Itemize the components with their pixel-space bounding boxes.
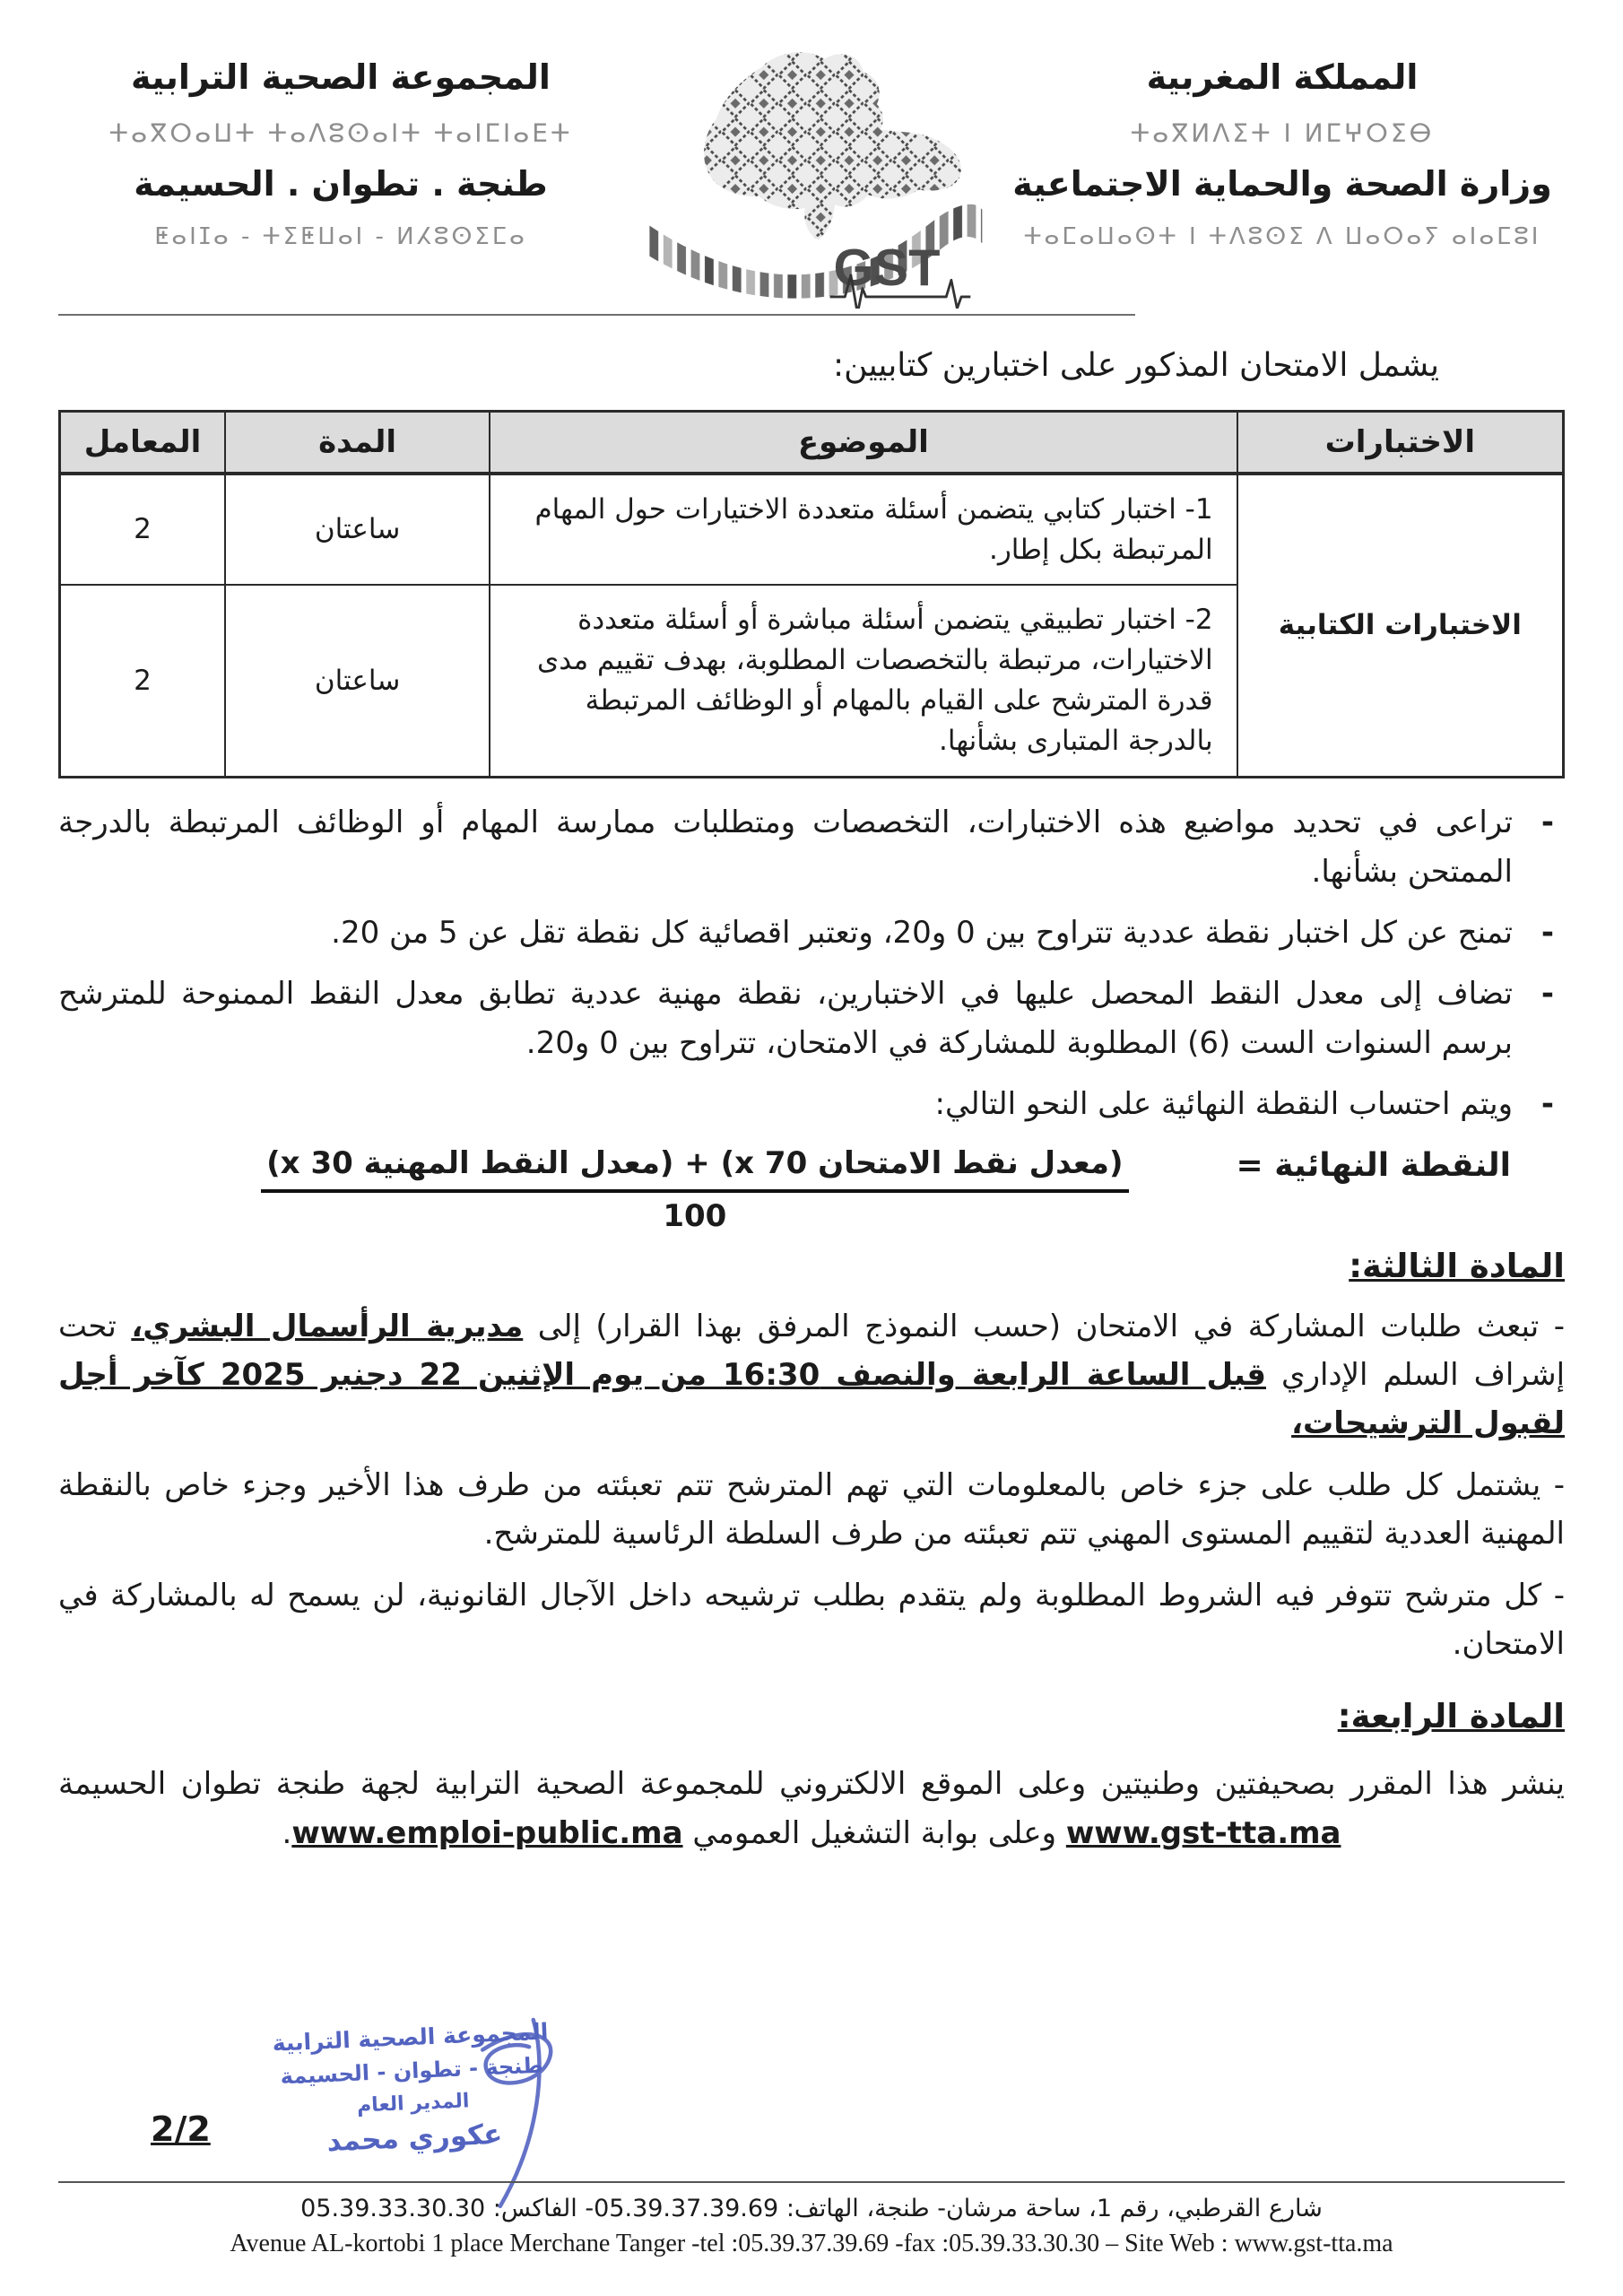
article-3-title: المادة الثالثة: [1349, 1246, 1565, 1285]
table-row [60, 474, 1564, 586]
table-header-row [60, 411, 1564, 474]
text-run: . [282, 1814, 292, 1851]
article-3-paragraph-3: - كل مترشح تتوفر فيه الشروط المطلوبة ولم يتقدم بطلب ترشيحه داخل الآجال القانونية، لن يسمح له بالمشاركة في الامتحان. [58, 1577, 1565, 1662]
text-run: - تبعث طلبات المشاركة في الامتحان (حسب النموذج المرفق بهذا القرار) إلى [523, 1308, 1565, 1344]
formula-numerator: (معدل نقط الامتحان 70 x) + (معدل النقط المهنية 30 x) [261, 1142, 1128, 1193]
tests-category-cell: الاختبارات الكتابية [1237, 474, 1564, 778]
text-run: قبل الساعة الرابعة والنصف 16:30 من يوم الإثنين 22 دجنبر 2025 كآخر أجل لقبول الترشيحات، [58, 1357, 1565, 1442]
col-header-coefficient: المعامل [60, 411, 225, 474]
stamp-org-line: المجموعة الصحية الترابية [272, 2018, 549, 2057]
stamp-cities-line: طنجة - تطوان - الحسيمة [280, 2052, 544, 2089]
col-header-subject: الموضوع [490, 411, 1237, 474]
list-item: - تراعى في تحديد مواضيع هذه الاختبارات، التخصصات ومتطلبات ممارسة المهام أو الوظائف المرتبطة بالدرجة الممتحن بشأنها. [58, 798, 1565, 896]
gst-wordmark: GST [833, 239, 941, 297]
ministry-title: وزارة الصحة والحماية الاجتماعية [1012, 164, 1552, 204]
exams-table [58, 410, 1565, 779]
article-3-paragraph-2: - يشتمل كل طلب على جزء خاص بالمعلومات التي تهم المترشح تتم تعبئته من طرف هذا الأخير وجزء خاص بالنقطة المهنية العددية لتقييم المستوى المهني تتم تعبئته من طرف السلطة الرئاسية للمترشح. [58, 1466, 1565, 1552]
duration-cell-2: ساعتان [225, 585, 490, 777]
footer-address-arabic: شارع القرطبي، رقم 1، ساحة مرشان- طنجة، الهاتف: 05.39.37.39.69- الفاكس: 05.39.33.30.30 [300, 2195, 1323, 2222]
formula-denominator: 100 [663, 1197, 727, 1234]
org-title-tifinagh: ⵜⴰⴳⵔⴰⵡⵜ ⵜⴰⴷⵓⵙⴰⵏⵜ ⵜⴰⵏⵎⵏⴰⴹⵜ [108, 117, 573, 148]
rules-list [58, 798, 1565, 1128]
list-item: - ويتم احتساب النقطة النهائية على النحو التالي: [58, 1080, 1565, 1128]
ministry-title-tifinagh: ⵜⴰⵎⴰⵡⴰⵙⵜ ⵏ ⵜⴷⵓⵙⵉ ⴷ ⵡⴰⵔⴰⵢ ⴰⵏⴰⵎⵓⵏ [1023, 222, 1541, 250]
coefficient-cell-1: 2 [60, 474, 225, 586]
text-run: وعلى بوابة التشغيل العمومي [682, 1814, 1066, 1851]
col-header-duration: المدة [225, 411, 490, 474]
stamp-role-line: المدير العام [356, 2089, 470, 2118]
header-ministry-block [1000, 32, 1565, 251]
list-item: - تضاف إلى معدل النقط المحصل عليها في الاختبارين، نقطة مهنية عددية تطابق معدل النقط الممنوحة للمترشح برسم السنوات الست (6) المطلوبة للمشاركة في الامتحان، تتراوح بين 0 و20. [58, 970, 1565, 1067]
org-cities-tifinagh: ⵟⴰⵏⵊⴰ - ⵜⵉⵟⵡⴰⵏ - ⵍⵃⵓⵙⵉⵎⴰ [154, 222, 527, 250]
subject-cell-1: 1- اختبار كتابي يتضمن أسئلة متعددة الاختيارات حول المهام المرتبطة بكل إطار. [490, 474, 1237, 586]
final-score-formula [58, 1142, 1565, 1234]
formula-fraction [261, 1142, 1128, 1234]
article-4-title: المادة الرابعة: [1337, 1697, 1565, 1736]
header [58, 32, 1565, 309]
stamp-name-line: عكوري محمد [325, 2118, 504, 2158]
footer [58, 2181, 1565, 2258]
article-4-paragraph [58, 1760, 1565, 1857]
org-title: المجموعة الصحية الترابية [131, 57, 551, 97]
org-cities: طنجة . تطوان . الحسيمة [134, 164, 548, 204]
subject-cell-2: 2- اختبار تطبيقي يتضمن أسئلة مباشرة أو أسئلة متعددة الاختيارات، مرتبطة بالتخصصات المطلوبة، بهدف تقييم مدى قدرة المترشح على القيام بالمهام أو الوظائف المرتبطة بالدرجة المتبارى بشأنها. [490, 585, 1237, 777]
kingdom-title: المملكة المغربية [1146, 57, 1419, 97]
footer-address-latin: Avenue AL-kortobi 1 place Merchane Tanger -tel :05.39.37.39.69 -fax :05.39.33.30.30 – Site Web : www.gst-tta.ma [230, 2229, 1393, 2257]
article-3-paragraph-1 [58, 1302, 1565, 1448]
coefficient-cell-2: 2 [60, 585, 225, 777]
list-item: - تمنح عن كل اختبار نقطة عددية تتراوح بين 0 و20، وتعتبر اقصائية كل نقطة تقل عن 5 من 20. [58, 909, 1565, 957]
text-run: www.gst-tta.ma [1065, 1814, 1341, 1851]
region-map-shape [704, 52, 961, 239]
text-run: تحت إشراف السلم الإداري [58, 1308, 1566, 1394]
gst-logo [623, 32, 1000, 309]
kingdom-title-tifinagh: ⵜⴰⴳⵍⴷⵉⵜ ⵏ ⵍⵎⵖⵔⵉⴱ [1130, 117, 1435, 148]
col-header-tests: الاختبارات [1237, 411, 1564, 474]
header-org-block [58, 32, 623, 251]
header-divider [58, 314, 1135, 316]
gst-logo-graphic [623, 32, 1000, 309]
page-number: 2/2 [151, 2109, 211, 2149]
text-run: ينشر هذا المقرر بصحيفتين وطنيتين وعلى الموقع الالكتروني للمجموعة الصحية الترابية لجهة طنجة تطوان الحسيمة [58, 1766, 1565, 1803]
duration-cell-1: ساعتان [225, 474, 490, 586]
text-run: مديرية الرأسمال البشري، [131, 1308, 524, 1344]
director-stamp [266, 2017, 559, 2160]
formula-label: النقطة النهائية = [1236, 1146, 1511, 1184]
text-run: www.emploi-public.ma [291, 1814, 683, 1851]
intro-sentence: يشمل الامتحان المذكور على اختبارين كتابيين: [833, 347, 1439, 384]
